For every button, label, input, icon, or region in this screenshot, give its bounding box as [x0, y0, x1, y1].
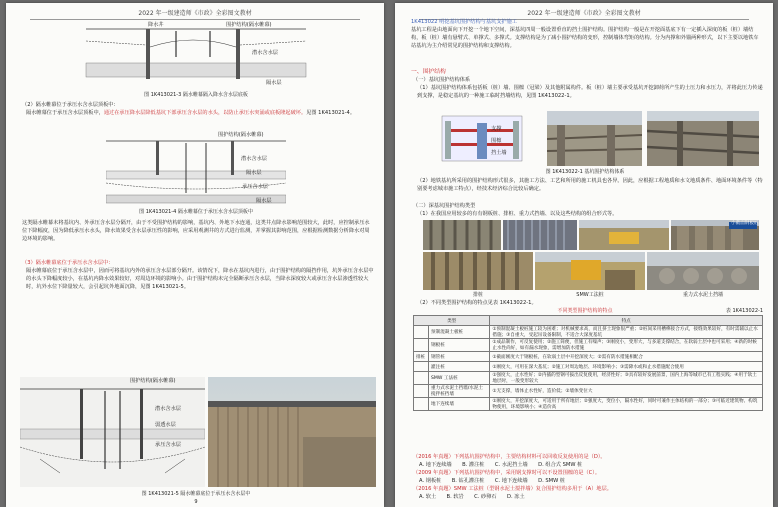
right-page	[395, 3, 773, 507]
question-3-options: A. 软土 B. 软岩 C. 砂卵石 D. 冻土	[419, 494, 525, 500]
photo-b	[503, 220, 577, 250]
left-page	[6, 3, 384, 507]
photo-label-steel-sheet: 小截面钢板桩	[731, 221, 759, 226]
table-row: 预制混凝土板桩 ①预制混凝土板桩施工较为困难；对机械要求高，而且挤土现象很严重；②桩间采用槽榫接合方式，接缝效果较好，有时需辅以止水措施；③自重大，受起吊设备限制，不适合大深度基坑	[414, 326, 763, 339]
subsection-2: （二）深基坑围护结构类型	[413, 203, 476, 209]
figure-curtain-into-aquitard	[76, 19, 316, 89]
label-aquifer-2: 潜水含水层	[241, 156, 267, 162]
table-title: 不同类型围护结构的特点	[557, 308, 613, 314]
table-tag: 表 1K413022-1	[725, 308, 763, 314]
question-3: （2016 年真题）SMW 工法桩（型钢水泥土搅拌墙）复合围护结构多用于（A）地层。	[413, 486, 612, 492]
table-row: SMW 工法桩 ①强度大，止水性好；②内插的型钢可拔出反复使用，经济性好；③具有较好发展前景，国内上海等城市已有工程实践；④用于软土地层时，一般变形较大	[414, 372, 763, 385]
question-1: （2016 年真题）下列基坑围护结构中，主要结构材料可以回收反复使用的是（D）。	[413, 454, 606, 460]
photo-a	[423, 220, 501, 250]
photo-g	[647, 252, 759, 290]
table-header-feature: 特点	[490, 316, 763, 326]
figure-support-system	[437, 111, 527, 166]
label-curtain-2: 围护结构(隔水帷幕)	[218, 132, 264, 138]
item2-body-a: 隔水帷幕位于承压含水层顶板中，	[26, 110, 104, 116]
subsection-1-item-1: （1）基坑围护结构体系包括板（桩）墙、围檩（冠梁）及其他附属构件。板（桩）墙主要承受基坑开挖卸荷所产生的土压力和水压力，并将此压力传递到支撑，是稳定基坑的一种施工临时挡墙结构，见图 1K413022-1。	[417, 85, 763, 99]
question-2: （2009 年真题）下列基坑围护结构中，采用钢支撑时可以不设置围檩的是（C）。	[413, 470, 601, 476]
photo-support-site-a	[547, 111, 642, 166]
table-header-type: 类型	[414, 316, 490, 326]
label-aquifer-3: 潜水含水层	[155, 406, 181, 412]
retaining-types-table	[413, 315, 763, 411]
page-number: 9	[194, 499, 198, 505]
label-curtain: 围护结构(隔水帷幕)	[226, 22, 272, 28]
photo-label-a: 排桩	[472, 292, 483, 298]
section-title: 一、围护结构	[411, 69, 446, 75]
label-curtain-3: 围护结构(隔水帷幕)	[130, 378, 176, 384]
photo-e	[423, 252, 533, 290]
question-2-options: A. 钢板桩 B. 钻孔灌注桩 C. 地下连续墙 D. SMW 桩	[419, 478, 566, 484]
subsection-1-item-2: （2）地铁基坑所采用的围护结构形式很多，其施工方法、工艺和所用的施工机具也各异。因此，应根据工程地质和水文地质条件、地面环境条件等（特别要考虑城市施工特点），经技术经济综合比较后确定。	[417, 178, 763, 192]
item2-body-b: 见图 1K413021-4。	[306, 110, 356, 116]
figure-caption: 图 1K413022-1 基坑围护结构体系	[545, 169, 625, 175]
figure-caption: 图 1K413021-3 隔水帷幕隔入降水含水层底板	[144, 92, 248, 98]
label-retaining-wall: 挡土墙	[491, 150, 507, 156]
table-row: 重力式水泥土挡墙/水泥土搅拌桩挡墙 ①无支撑，墙体止水性好，造价低；②墙体变位大	[414, 385, 763, 398]
label-waist: 围檩	[491, 138, 502, 144]
table-row: 排桩 钢管桩 ①截面刚度大于钢板桩，在软弱土层中开挖深度大；②需有防水措施相配合	[414, 352, 763, 362]
subsection-1: （一）基坑围护结构体系	[413, 77, 471, 83]
subsection-2-item: （1）在我国应用较多的有有钢板桩、排桩、重力式挡墙、以及这些结构的组合形式等。	[417, 211, 618, 217]
label-aquitard: 隔水层	[266, 80, 282, 86]
photo-support-site-b	[647, 111, 759, 166]
label-aquifer: 潜水含水层	[252, 50, 278, 56]
table-row: 灌注桩 ①刚度大，可用在深大基坑；②施工对周边地层、环境影响小；③需降水或和止水措施配合使用	[414, 362, 763, 372]
table-intro: （2）不同类型围护结构的特点见表 1K413022-1。	[417, 300, 537, 306]
figure-caption: 图 1K413021-5 隔水帷幕底位于承压水含水层中	[141, 491, 251, 497]
question-1-options: A. 地下连续墙 B. 灌注桩 C. 水泥挡土墙 D. 组合式 SMW 桩	[419, 462, 583, 468]
label-aquitard-3: 弱透水层	[155, 422, 176, 428]
photo-c	[579, 220, 669, 250]
photo-label-e: SMW工法桩	[576, 292, 604, 298]
label-well: 降水井	[148, 22, 164, 28]
item2-title: （2）隔水帷幕位于承压水含水层顶板中：	[22, 102, 119, 108]
figure-curtain-in-roof	[106, 132, 286, 207]
item2-body-red: 通过在承压降水层降低基坑下部承压含水层的水头，以防止承压水突涌或底板隆起破坏。	[103, 110, 307, 116]
construction-photo	[208, 377, 376, 487]
top-heading: 1K413022 明挖基坑围护结构与基坑支护施工	[411, 19, 517, 25]
item3-body: 隔水帷幕底位于承压含水层中，因而可将基坑内外的承压含水层部分隔开。该情况下，降水在基坑内进行，由于围护结构的隔挡作用，坑外承压含水层中的水头下降幅度较小，在基坑内降水效果较好，对周边环境的影响小。由于围护结构未完全隔断承压含水层，当降水深度较大或承压含水层渗透性较大时，坑外水位下降量较大，会引起坑外地面沉降，见图 1K413021-5。	[26, 268, 374, 290]
intro-paragraph: 基坑工程是由地面向下开挖一个地下空间，深基坑四周一般设置垂直的挡土围护结构。围护结构一般是在开挖面基底下有一定插入深度的板（桩）墙结构，板（桩）墙有悬臂式、单撑式、多撑式。支撑结构是为了减小围护结构的变形，控制墙体弯矩的结构。分为内撑和外锚两种形式，以下主要以地铁车站基坑为主介绍常见的围护结构和支撑结构。	[411, 27, 759, 49]
label-support: 支撑	[491, 126, 502, 132]
paragraph-body: 这类隔水帷幕未将基坑内、外承压含水层分隔开，由于不受围护结构的影响，基坑内、外地下水连通，这类井点降水影响范围较大，此时，应控制承压水位下降幅度，因为降低承压水水头，降水效果受含水层承压性的影响，应采用观测井的方式进行监测，并掌握其影响范围，应根据检测数据分析降水对周边环境的影响。	[22, 220, 370, 242]
label-confined-3: 承压含水层	[155, 442, 181, 448]
table-row: 钢板桩 ①成品制作，可反复使用；②施工简便，但施工有噪声；③刚度小，变形大，与多道支撑结合，在软弱土层中也可采用；④新的时候止水性尚好，如有漏水现象，需增加防水措施	[414, 339, 763, 352]
page-header: 2022 年一级建造师《市政》全彩图文教材	[30, 8, 360, 20]
page-header: 2022 年一级建造师《市政》全彩图文教材	[419, 8, 749, 20]
photo-d	[671, 220, 759, 250]
photo-label-f: 重力式水泥土挡墙	[682, 292, 723, 298]
label-aquitard-2: 隔水层	[246, 170, 262, 176]
table-row: 地下连续墙 ①刚度大，开挖深度大，可适用于所有地层；②强度大，变位小，隔水性好，同时可兼作主体结构的一部分；③可临近建筑物、构筑物使用，环境影响小；④造价高	[414, 398, 763, 411]
photo-f	[535, 252, 645, 290]
label-confined-2: 承压含水层	[242, 184, 268, 190]
figure-curtain-in-confined	[20, 377, 205, 487]
label-bottom-2: 隔水层	[256, 198, 272, 204]
item2-body	[26, 109, 374, 117]
item3-title: （3）隔水帷幕底位于承压水含水层中：	[22, 260, 114, 266]
figure-caption: 图 1K413021-4 隔水帷幕位于承压水含水层顶板中	[139, 209, 253, 215]
